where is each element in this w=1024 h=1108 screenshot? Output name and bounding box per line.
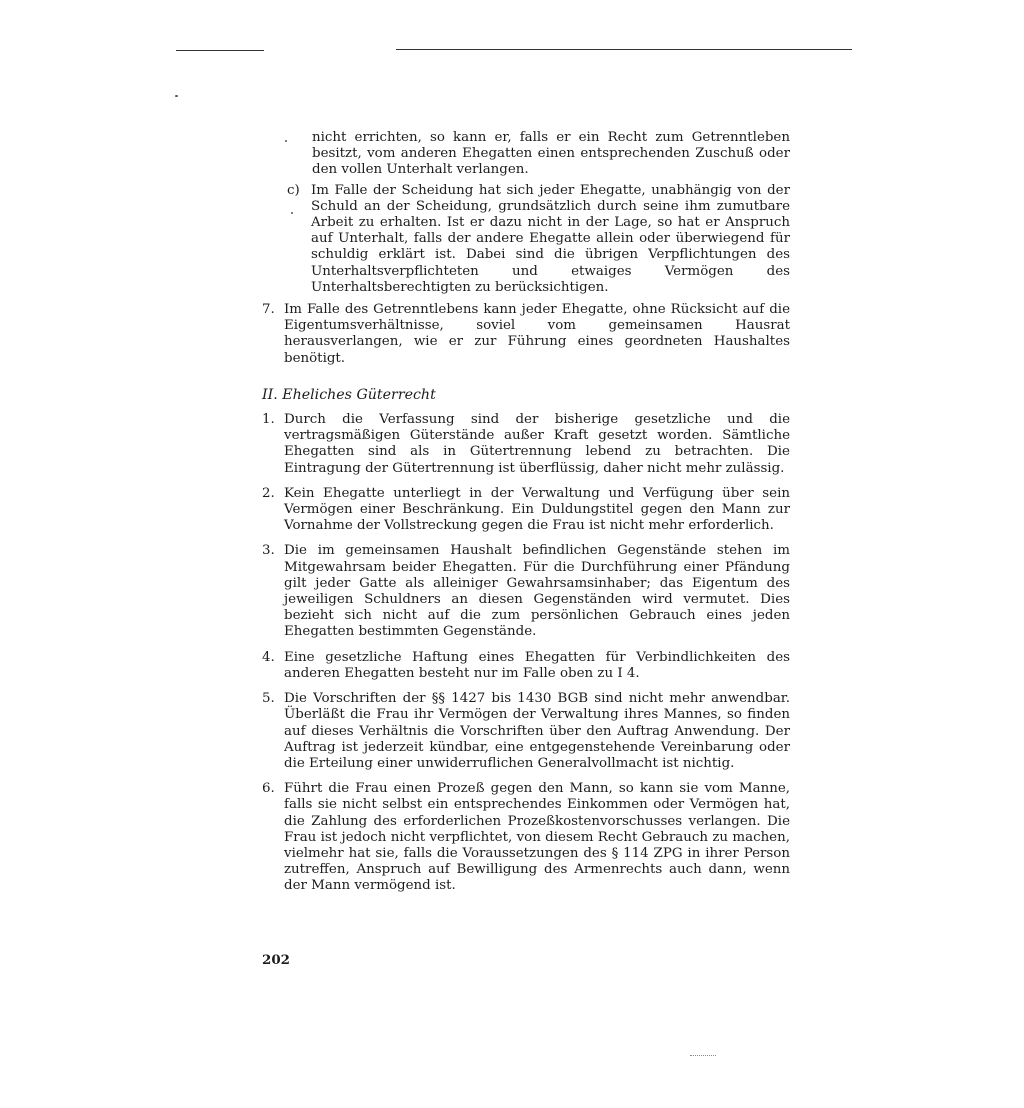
- list-item: [262, 543, 790, 640]
- header-rule-right: [396, 49, 852, 50]
- continuation-paragraph: nicht errichten, so kann er, falls er ein Recht zum Getrenntleben besitzt, vom anderen Ehegatten einen entsprechenden Zuschuß oder den vollen Unterhalt verlangen.: [312, 130, 790, 178]
- item-text: Im Falle des Getrenntlebens kann jeder Ehegatte, ohne Rücksicht auf die Eigentumsverhältnisse, soviel vom gemeinsamen Hausrat herausverlangen, wie er zur Führung eines geordneten Haushaltes benötigt.: [284, 302, 790, 366]
- item-text: Durch die Verfassung sind der bisherige gesetzliche und die vertragsmäßigen Güterstände außer Kraft gesetzt worden. Sämtliche Ehegatten sind als in Gütertrennung lebend zu betrachten. Die Eintragung der Gütertrennung ist überflüssig, daher nicht mehr zulässig.: [284, 412, 790, 476]
- scan-mark: [690, 1055, 716, 1056]
- item-marker: 7.: [262, 302, 275, 318]
- item-marker: 3.: [262, 543, 275, 559]
- item-text: Eine gesetzliche Haftung eines Ehegatten für Verbindlichkeiten des anderen Ehegatten besteht nur im Falle oben zu I 4.: [284, 649, 790, 681]
- item-marker: 2.: [262, 485, 275, 501]
- list-item: [262, 412, 790, 477]
- item-text: Kein Ehegatte unterliegt in der Verwaltung und Verfügung über sein Vermögen einer Beschränkung. Ein Duldungstitel gegen den Mann zur Vornahme der Vollstreckung gegen die Frau ist nicht mehr erforderlich.: [284, 485, 790, 534]
- item-text: Die Vorschriften der §§ 1427 bis 1430 BGB sind nicht mehr anwendbar. Überläßt die Frau ihr Vermögen der Verwaltung ihres Mannes, so finden auf dieses Verhältnis die Vorschriften über den Auftrag Anwendung. Der Auftrag ist jederzeit kündbar, eine entgegenstehende Vereinbarung oder die Erteilung einer unwiderruflichen Generalvollmacht ist nichtig.: [284, 691, 790, 771]
- list-item: [262, 486, 790, 535]
- page-body: [262, 130, 790, 904]
- item-marker: 5.: [262, 691, 275, 707]
- item-text: Führt die Frau einen Prozeß gegen den Mann, so kann sie vom Manne, falls sie nicht selbst ein entsprechendes Einkommen oder Vermögen hat, die Zahlung des erforderlichen Prozeßkostenvorschusses verlangen. Die Frau ist jedoch nicht verpflichtet, von diesem Recht Gebrauch zu machen, vielmehr hat sie, falls die Voraussetzungen des § 114 ZPG in ihrer Person zutreffen, Anspruch auf Bewilligung des Armenrechts auch dann, wenn der Mann vermögend ist.: [284, 781, 790, 894]
- item-marker: 4.: [262, 649, 275, 665]
- item-text: Die im gemeinsamen Haushalt befindlichen Gegenstände stehen im Mitgewahrsam beider Ehegatten. Für die Durchführung einer Pfändung gilt jeder Gatte als alleiniger Gewahrsamsinhaber; das Eigentum des jeweiligen Schuldners an diesen Gegenständen wird vermutet. Dies bezieht sich nicht auf die zum persönlichen Gebrauch eines jeden Ehegatten bestimmten Gegenstände.: [284, 543, 790, 640]
- item-marker: c): [287, 182, 300, 198]
- list-item: [262, 691, 790, 772]
- page-number: 202: [262, 952, 290, 968]
- list-item: [262, 650, 790, 682]
- list-item-7: [262, 302, 790, 367]
- item-marker: 1.: [262, 412, 275, 428]
- margin-speck: [175, 95, 178, 97]
- item-text: Im Falle der Scheidung hat sich jeder Ehegatte, unabhängig von der Schuld an der Scheidung, grundsätzlich durch seine ihm zumutbare Arbeit zu erhalten. Ist er dazu nicht in der Lage, so hat er Anspruch auf Unterhalt, falls der andere Ehegatte allein oder überwiegend für schuldig erklärt ist. Dabei sind die übrigen Verpflichtungen des Unterhaltsverpflichteten und etwaiges Vermögen des Unterhaltsberechtigten zu berücksichtigen.: [311, 182, 790, 295]
- item-marker: 6.: [262, 781, 275, 797]
- list-item: [262, 781, 790, 894]
- section-heading: II. Eheliches Güterrecht: [262, 386, 436, 403]
- list-item-c: [262, 183, 790, 296]
- header-rule-left: [176, 50, 264, 51]
